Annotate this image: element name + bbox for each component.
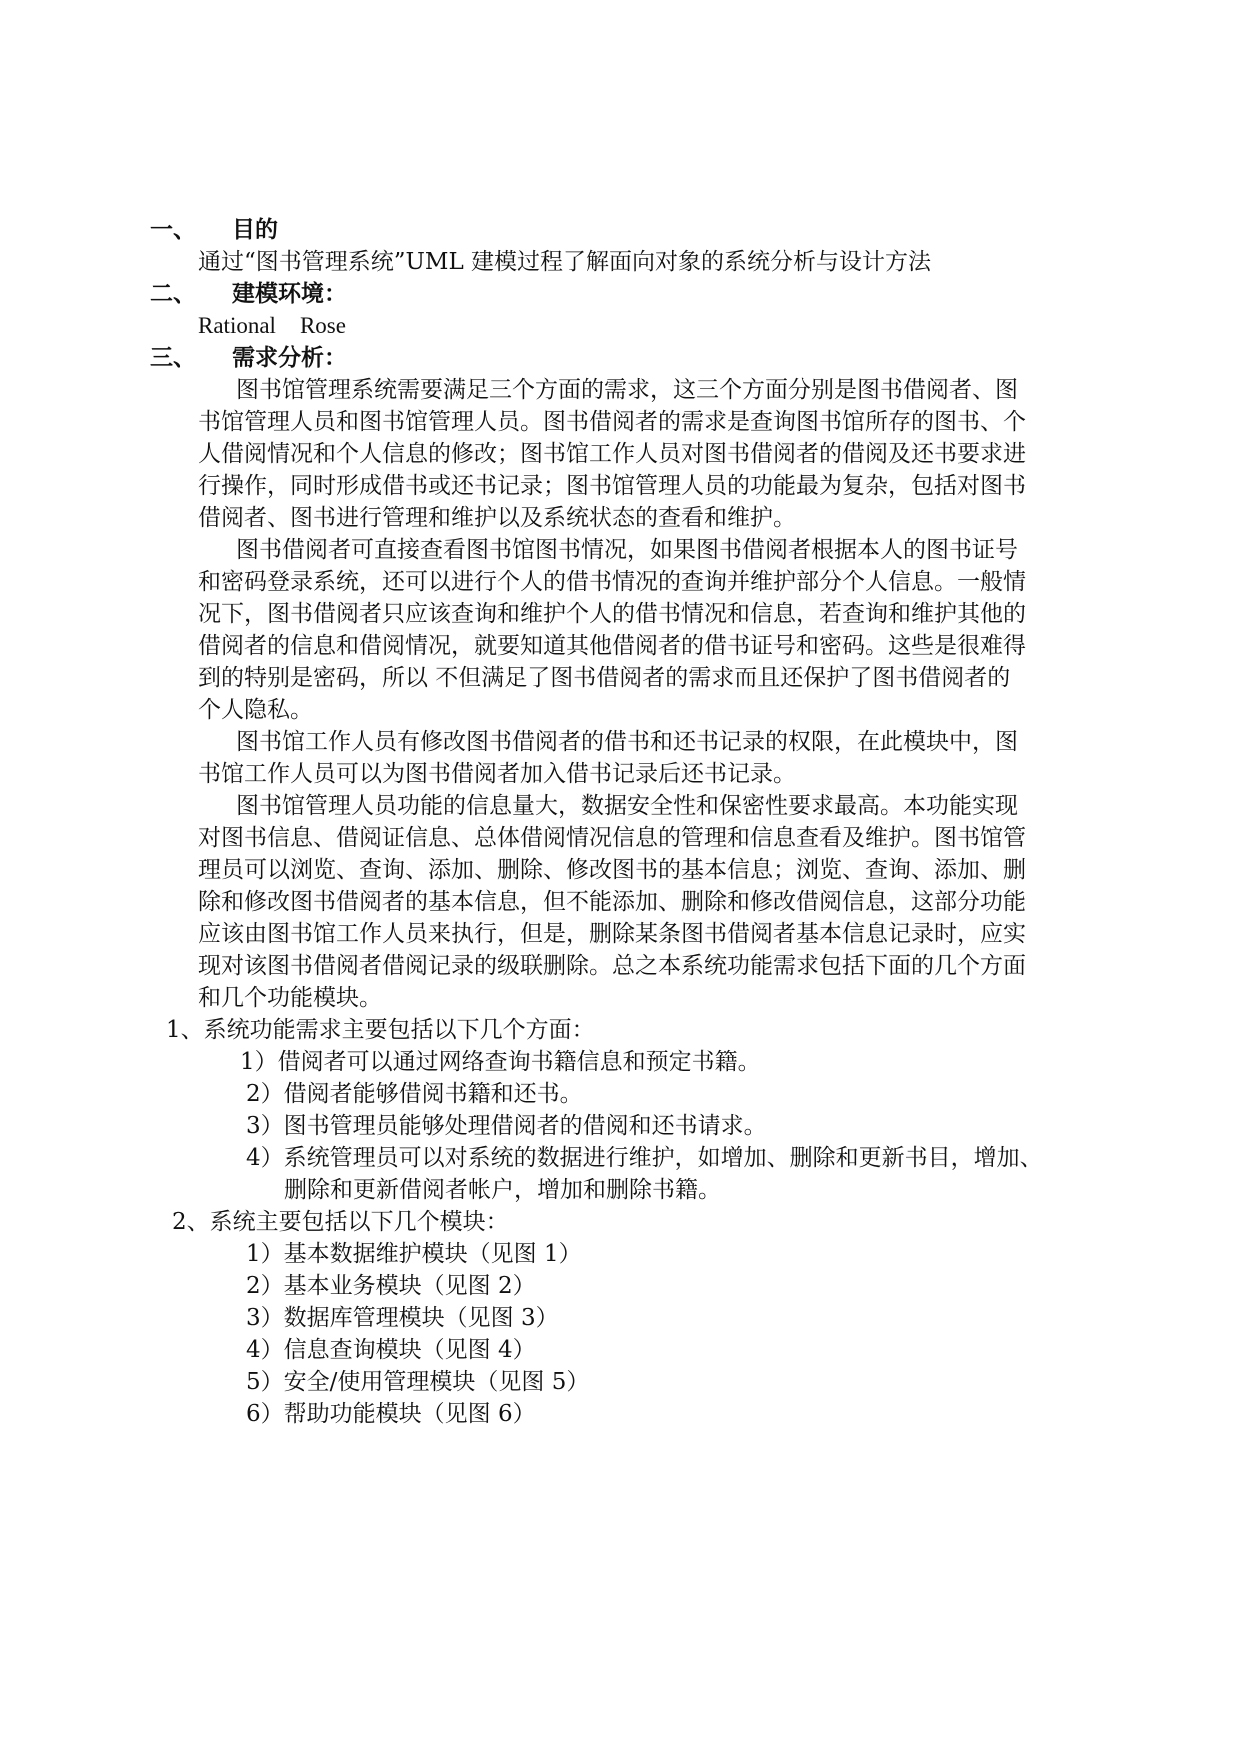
- paragraph-line: 和几个功能模块。: [198, 985, 382, 1011]
- paragraph-line: 图书馆管理人员功能的信息量大，数据安全性和保密性要求最高。本功能实现: [236, 793, 1018, 819]
- list-item: 4）系统管理员可以对系统的数据进行维护，如增加、删除和更新书目，增加、: [246, 1145, 1043, 1171]
- paragraph-line: 个人隐私。: [198, 697, 313, 723]
- paragraph-line: 对图书信息、借阅证信息、总体借阅情况信息的管理和信息查看及维护。图书馆管: [198, 825, 1026, 851]
- paragraph-line: 图书借阅者可直接查看图书馆图书情况，如果图书借阅者根据本人的图书证号: [236, 537, 1018, 563]
- section-title: 目的: [232, 216, 278, 243]
- section-number: 一、: [150, 216, 196, 243]
- environment-word: Rational: [198, 313, 276, 338]
- paragraph-line: 行操作，同时形成借书或还书记录；图书馆管理人员的功能最为复杂，包括对图书: [198, 473, 1026, 499]
- list-item: 5）安全/使用管理模块（见图 5）: [246, 1369, 590, 1395]
- list-item: 6）帮助功能模块（见图 6）: [246, 1401, 536, 1427]
- list-heading: 1、系统功能需求主要包括以下几个方面：: [166, 1017, 595, 1043]
- list-heading: 2、系统主要包括以下几个模块：: [172, 1209, 509, 1235]
- list-item: 1）借阅者可以通过网络查询书籍信息和预定书籍。: [240, 1049, 761, 1075]
- environment-word: Rose: [299, 313, 346, 338]
- list-item: 4）信息查询模块（见图 4）: [246, 1337, 536, 1363]
- section-title: 建模环境：: [232, 280, 347, 307]
- paragraph-line: 况下，图书借阅者只应该查询和维护个人的借书情况和信息，若查询和维护其他的: [198, 601, 1026, 627]
- list-item: 2）借阅者能够借阅书籍和还书。: [246, 1081, 583, 1107]
- section-title: 需求分析：: [232, 344, 347, 371]
- purpose-text: 通过“图书管理系统”UML 建模过程了解面向对象的系统分析与设计方法: [198, 249, 932, 275]
- paragraph-line: 理员可以浏览、查询、添加、删除、修改图书的基本信息；浏览、查询、添加、删: [198, 857, 1026, 883]
- list-item: 3）数据库管理模块（见图 3）: [246, 1305, 559, 1331]
- paragraph-line: 人借阅情况和个人信息的修改；图书馆工作人员对图书借阅者的借阅及还书要求进: [198, 441, 1026, 467]
- paragraph-line: 和密码登录系统，还可以进行个人的借书情况的查询并维护部分个人信息。一般情: [198, 569, 1026, 595]
- environment-text: [198, 310, 346, 342]
- list-item: 1）基本数据维护模块（见图 1）: [246, 1241, 582, 1267]
- paragraph-line: 图书馆工作人员有修改图书借阅者的借书和还书记录的权限，在此模块中，图: [236, 729, 1018, 755]
- paragraph-line: 到的特别是密码，所以 不但满足了图书借阅者的需求而且还保护了图书借阅者的: [198, 665, 1011, 691]
- list-item-continuation: 删除和更新借阅者帐户，增加和删除书籍。: [284, 1177, 721, 1203]
- section-number: 二、: [150, 280, 196, 307]
- paragraph-line: 除和修改图书借阅者的基本信息，但不能添加、删除和修改借阅信息，这部分功能: [198, 889, 1026, 915]
- paragraph-line: 借阅者的信息和借阅情况，就要知道其他借阅者的借书证号和密码。这些是很难得: [198, 633, 1026, 659]
- section-number: 三、: [150, 344, 196, 371]
- paragraph-line: 借阅者、图书进行管理和维护以及系统状态的查看和维护。: [198, 505, 796, 531]
- paragraph-line: 现对该图书借阅者借阅记录的级联删除。总之本系统功能需求包括下面的几个方面: [198, 953, 1026, 979]
- list-item: 2）基本业务模块（见图 2）: [246, 1273, 536, 1299]
- paragraph-line: 书馆工作人员可以为图书借阅者加入借书记录后还书记录。: [198, 761, 796, 787]
- list-item: 3）图书管理员能够处理借阅者的借阅和还书请求。: [246, 1113, 767, 1139]
- paragraph-line: 图书馆管理系统需要满足三个方面的需求，这三个方面分别是图书借阅者、图: [236, 377, 1018, 403]
- paragraph-line: 书馆管理人员和图书馆管理人员。图书借阅者的需求是查询图书馆所存的图书、个: [198, 409, 1026, 435]
- paragraph-line: 应该由图书馆工作人员来执行，但是，删除某条图书借阅者基本信息记录时，应实: [198, 921, 1026, 947]
